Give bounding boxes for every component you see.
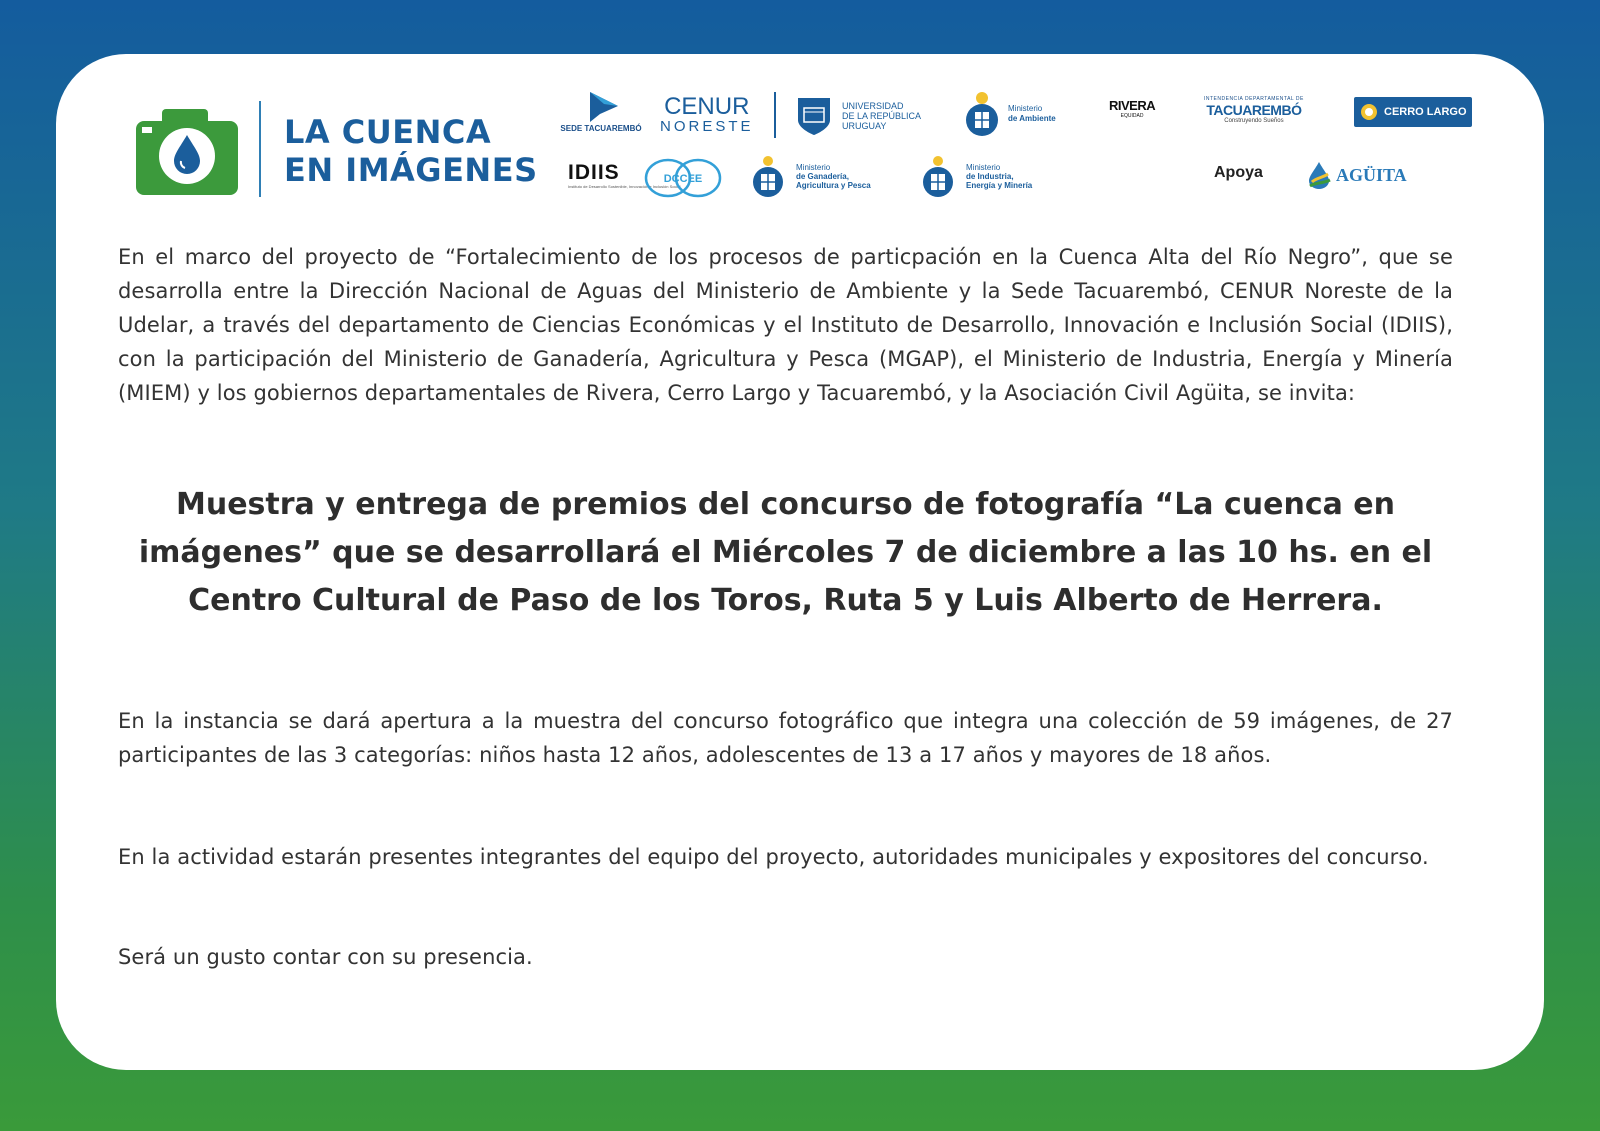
rivera-label: RIVERA [1109,98,1156,113]
brand-logo [136,109,536,204]
brand-divider [259,101,261,197]
cerro-largo-logo [1354,97,1472,127]
mgap-label [796,163,871,190]
exhibition-paragraph: En la instancia se dará apertura a la muestra del concurso fotográfico que integra una colección de 59 imágenes, de 27 participantes de las 3 categorías: niños hasta 12 años, adolescentes de 13 a 17 años y mayores de 18 años. [118,709,1453,767]
apoya-label: Apoya [1214,164,1263,181]
cerro-largo-label: CERRO LARGO [1384,106,1467,118]
mgap-line2: de Ganadería, [796,171,849,181]
uruguay-coat-of-arms-icon [920,154,956,198]
tacuarembo-label: TACUAREMBÓ [1206,102,1302,118]
tacuarembo-logo [1204,96,1304,124]
miem-line3: Energía y Minería [966,180,1033,190]
sede-mark-icon [584,92,618,122]
intro-paragraph: En el marco del proyecto de “Fortalecimiento de los procesos de particpación en la Cuenca Alta del Río Negro”, que se desarrolla entre la Dirección Nacional de Aguas del Ministerio de Ambiente y la Sede Tacuarembó, CENUR Noreste de la Udelar, a través del departamento de Ciencias Económicas y el Instituto de Desarrollo, Innovación e Inclusión Social (IDIIS), con la participación del Ministerio de Ganadería, Agricultura y Pesca (MGAP), el Ministerio de Industria, Energía y Minería (MIEM) y los gobiernos departamentales de Rivera, Cerro Largo y Tacuarembó, y la Asociación Civil Agüita, se invita: [118,245,1453,405]
uruguay-coat-of-arms-icon [962,90,1002,138]
mgap-logo [750,154,871,198]
udelar-crest-icon [796,96,832,136]
ministerio-ambiente-logo [962,90,1056,138]
idiis-label: IDIIS [568,161,620,184]
event-headline: Muestra y entrega de premios del concurso de fotografía “La cuenca en imágenes” que se desarrollará el Miércoles 7 de diciembre a las 10 hs. en el Centro Cultural de Paso de los Toros, Ruta 5 y Luis Alberto de Herrera. [138,487,1433,618]
aguita-logo [1304,160,1407,190]
mgap-line1: Ministerio [796,162,831,172]
brand-title-line1: LA CUENCA [284,113,492,151]
cenur-line1: CENUR [664,93,750,120]
sun-icon [1358,101,1380,123]
dccee-logo [644,158,722,198]
camera-water-drop-icon [136,109,238,195]
ministerio-ambiente-label [1008,104,1056,124]
miem-line1: Ministerio [966,162,1001,172]
sede-tacuarembo-logo [561,92,641,140]
rivera-sub: EQUIDAD [1120,113,1144,119]
tacuarembo-slogan: Construyendo Sueños [1224,118,1284,124]
miem-logo [920,154,1032,198]
invitation-card [56,54,1544,1070]
logo-divider [774,92,776,138]
water-drop-icon [1304,160,1334,190]
udelar-logo [796,96,921,136]
uruguay-coat-of-arms-icon [750,154,786,198]
cenur-noreste-logo [660,93,754,136]
dccee-label: DCCEE [663,173,703,185]
tacuarembo-top: INTENDENCIA DEPARTAMENTAL DE [1204,96,1304,102]
cenur-line2: NORESTE [660,118,754,135]
brand-title-line2: EN IMÁGENES [284,151,538,189]
mgap-line3: Agricultura y Pesca [796,180,871,190]
ministerio-ambiente-line2: de Ambiente [1008,114,1056,123]
ministerio-ambiente-line1: Ministerio [1008,104,1043,113]
rivera-logo [1109,98,1155,119]
sede-label: SEDE TACUAREMBÓ [560,124,642,133]
idiis-sub: Instituto de Desarrollo Sostenible, Innovación e Inclusión Social [568,184,681,189]
miem-line2: de Industria, [966,171,1014,181]
udelar-label: UNIVERSIDAD DE LA REPÚBLICA URUGUAY [842,101,922,131]
attendees-paragraph: En la actividad estarán presentes integrantes del equipo del proyecto, autoridades municipales y expositores del concurso. [118,845,1429,869]
brand-title [284,113,538,189]
dccee-rings-icon [644,158,722,198]
aguita-label: AGÜITA [1336,164,1407,185]
closing-paragraph: Será un gusto contar con su presencia. [118,945,533,969]
miem-label [966,163,1032,190]
